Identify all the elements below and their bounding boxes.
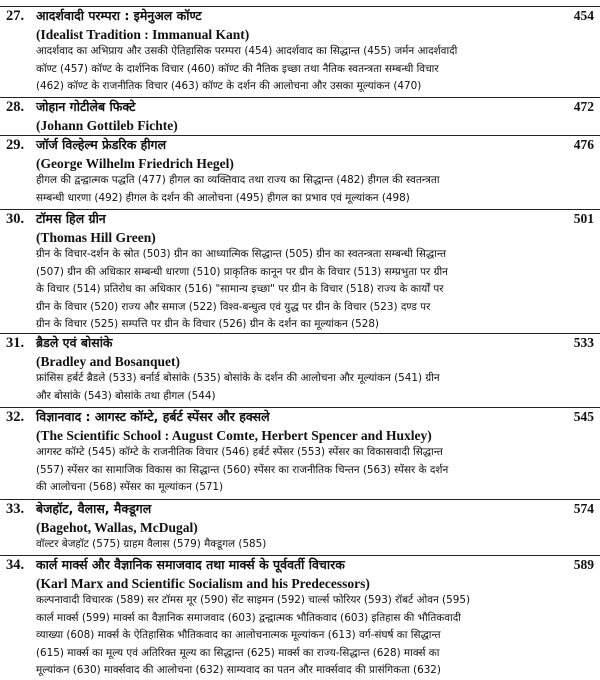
- chapter-contents-line: की आलोचना (568) स्पेंसर का मूल्यांकन (571): [36, 481, 224, 493]
- chapter-31: [0, 334, 600, 408]
- chapter-contents-line: (507) ग्रीन की अधिकार सम्बन्धी धारणा (510) प्राकृतिक कानून पर ग्रीन के विचार (513) सम्प्रभुता पर ग्रीन: [36, 265, 448, 278]
- chapter-title-english: (Bagehot, Wallas, McDugal): [36, 520, 198, 535]
- chapter-page-number: 501: [573, 211, 594, 226]
- chapter-contents-line: फ्रांसिस हर्बर्ट ब्रैडले (533) बर्नार्ड बोसांके (535) बोसांके के दर्शन की आलोचना और मूल्यांकन (541) ग्रीन: [36, 372, 440, 384]
- chapter-contents-line: हीगल की द्वन्द्वात्मक पद्धति (477) हीगल का व्यक्तिवाद तथा राज्य का सिद्धान्त (482) हीगल की स्वतन्त्रता: [36, 174, 440, 186]
- chapter-page-number: 476: [573, 137, 594, 152]
- chapter-contents-line: कॉण्ट (457) कॉण्ट के दार्शनिक विचार (460) कॉण्ट की नैतिक इच्छा तथा नैतिक स्वतन्त्रता सम्बन्धी विचार: [36, 62, 439, 75]
- chapter-number: 32.: [6, 409, 25, 425]
- chapter-page-number: 454: [573, 8, 594, 23]
- chapter-number: 29.: [6, 137, 25, 153]
- chapter-contents-line: कार्ल मार्क्स (599) मार्क्स का वैज्ञानिक समाजवाद (603) द्वन्द्वात्मक भौतिकवाद (603) इतिहास की भौतिकवादी: [36, 611, 461, 624]
- chapter-title-hindi: टॉमस हिल ग्रीन: [36, 211, 106, 226]
- chapter-contents-line: आगस्ट कॉम्टे (545) कॉम्टे के राजनीतिक विचार (546) हर्बर्ट स्पेंसर (553) स्पेंसर का विकासवादी सिद्धान्त: [36, 446, 443, 458]
- chapter-title-hindi: कार्ल मार्क्स और वैज्ञानिक समाजवाद तथा मार्क्स के पूर्ववर्ती विचारक: [36, 557, 345, 572]
- chapter-34: [0, 556, 600, 675]
- chapter-title-english: (Thomas Hill Green): [36, 230, 156, 245]
- chapter-title-english: (Johann Gottileb Fichte): [36, 118, 178, 133]
- chapter-title-hindi: विज्ञानवाद : आगस्ट कॉम्टे, हर्बर्ट स्पेंसर और हक्सले: [36, 409, 270, 424]
- chapter-contents-line: और बोसांके (543) बोसांके तथा हीगल (544): [36, 389, 216, 402]
- chapter-title-hindi: बेजहॉट, वैलास, मैक्डूगल: [36, 501, 152, 516]
- chapter-title-english: (Bradley and Bosanquet): [36, 354, 181, 369]
- chapter-contents-line: (462) कॉण्ट के राजनीतिक विचार (463) कॉण्ट के दर्शन की आलोचना और उसका मूल्यांकन (470): [36, 80, 422, 92]
- chapter-number: 34.: [6, 557, 25, 573]
- chapter-contents-line: सम्बन्धी धारणा (492) हीगल के दर्शन की आलोचना (495) हीगल का प्रभाव एवं मूल्यांकन (498): [36, 191, 410, 204]
- chapter-contents-line: (557) स्पेंसर का सामाजिक विकास का सिद्धान्त (560) स्पेंसर का राजनीतिक चिन्तन (563) स्पेंसर के दर्शन: [36, 463, 449, 476]
- chapter-page-number: 574: [573, 501, 594, 516]
- chapter-page-number: 589: [573, 557, 594, 572]
- chapter-28: [0, 98, 600, 136]
- chapter-contents-line: मूल्यांकन (630) मार्क्सवाद की आलोचना (632) साम्यवाद का पतन और मार्क्सवाद की प्रासंगिकता (632): [36, 664, 441, 676]
- chapter-title-hindi: जोहान गोटीलेब फिक्टे: [36, 99, 136, 114]
- chapter-contents-line: ग्रीन के विचार-दर्शन के स्रोत (503) ग्रीन का आध्यात्मिक सिद्धान्त (505) ग्रीन का स्वतन्त्रता सम्बन्धी सिद्धान्त: [36, 248, 446, 260]
- chapter-number: 31.: [6, 335, 25, 351]
- chapter-contents-line: व्याख्या (608) मार्क्स के ऐतिहासिक भौतिकवाद का आलोचनात्मक मूल्यांकन (613) वर्ग-संघर्ष का सिद्धान्त: [36, 629, 441, 641]
- chapter-page-number: 472: [573, 99, 594, 114]
- chapter-page-number: 545: [573, 409, 594, 424]
- chapter-contents-line: आदर्शवाद का अभिप्राय और उसकी ऐतिहासिक परम्परा (454) आदर्शवाद का सिद्धान्त (455) जर्मन आदर्शवादी: [36, 45, 458, 57]
- chapter-contents-line: ग्रीन के विचार (520) राज्य और समाज (522) विश्व-बन्धुत्व एवं युद्ध पर ग्रीन के विचार (523) दण्ड पर: [36, 300, 431, 313]
- chapter-33: [0, 500, 600, 556]
- chapter-title-english: (George Wilhelm Friedrich Hegel): [36, 156, 234, 171]
- chapter-number: 33.: [6, 501, 25, 517]
- chapter-title-hindi: ब्रैडले एवं बोसांके: [36, 335, 113, 350]
- chapter-title-hindi: जॉर्ज विल्हेल्म फ्रेडरिक हीगल: [36, 137, 167, 152]
- chapter-contents-line: कल्पनावादी विचारक (589) सर टॉमस मूर (590) सेंट साइमन (592) चार्ल्स फोरियर (593) रॉबर्ट ओवन (595): [36, 594, 470, 606]
- chapter-number: 27.: [6, 8, 25, 24]
- chapter-contents-line: (615) मार्क्स का मूल्य एवं अतिरिक्त मूल्य का सिद्धान्त (625) मार्क्स का राज्य-सिद्धान्त (628) मार्क्स का: [36, 646, 440, 659]
- chapter-27: [0, 6, 600, 98]
- chapter-contents-line: के विचार (514) प्रतिरोध का अधिकार (516) "सामान्य इच्छा" पर ग्रीन के विचार (518) राज्य के कार्यों पर: [36, 283, 444, 295]
- chapter-title-hindi: आदर्शवादी परम्परा : इमेनुअल कॉण्ट: [36, 8, 202, 23]
- chapter-number: 28.: [6, 99, 25, 115]
- chapter-number: 30.: [6, 211, 25, 227]
- chapter-30: [0, 210, 600, 334]
- chapter-title-english: (Karl Marx and Scientific Socialism and his Predecessors): [36, 576, 370, 591]
- chapter-contents-line: ग्रीन के विचार (525) सम्पत्ति पर ग्रीन के विचार (526) ग्रीन के दर्शन का मूल्यांकन (528): [36, 318, 379, 330]
- chapter-page-number: 533: [573, 335, 594, 350]
- chapter-32: [0, 408, 600, 500]
- chapter-29: [0, 136, 600, 210]
- chapter-title-english: (The Scientific School : August Comte, Herbert Spencer and Huxley): [36, 428, 432, 443]
- chapter-title-english: (Idealist Tradition : Immanual Kant): [36, 27, 250, 42]
- chapter-contents-line: वॉल्टर बेजहॉट (575) ग्राहम वैलास (579) मैक्डूगल (585): [36, 538, 267, 550]
